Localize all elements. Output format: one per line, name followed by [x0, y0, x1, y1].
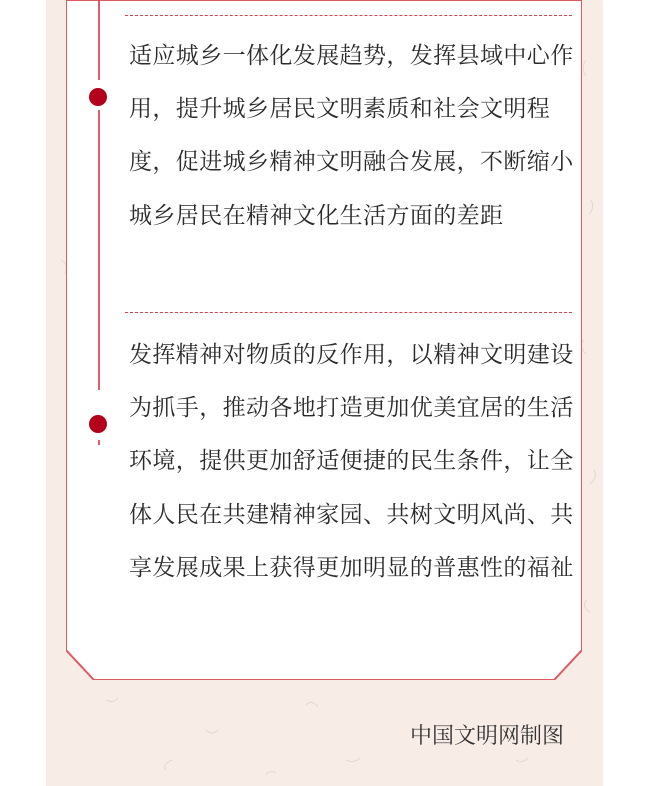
timeline-bullet: [89, 88, 107, 106]
image-credit: 中国文明网制图: [410, 724, 565, 749]
timeline-line: [98, 440, 100, 445]
timeline-line: [98, 110, 100, 390]
timeline-bullet: [89, 415, 107, 433]
timeline-line: [98, 0, 100, 80]
paragraph-urban-rural: 适应城乡一体化发展趋势，发挥县域中心作用，提升城乡居民文明素质和社会文明程度，促进城乡精神文明融合发展，不断缩小城乡居民在精神文化生活方面的差距: [129, 43, 574, 229]
dashed-divider: [125, 312, 572, 313]
paragraph-spiritual-material: 发挥精神对物质的反作用，以精神文明建设为抓手，推动各地打造更加优美宜居的生活环境，提供更加舒适便捷的民生条件，让全体人民在共建精神家园、共树文明风尚、共享发展成果上获得更加明显的普惠性的福祉: [129, 342, 574, 581]
dashed-divider: [125, 15, 572, 16]
